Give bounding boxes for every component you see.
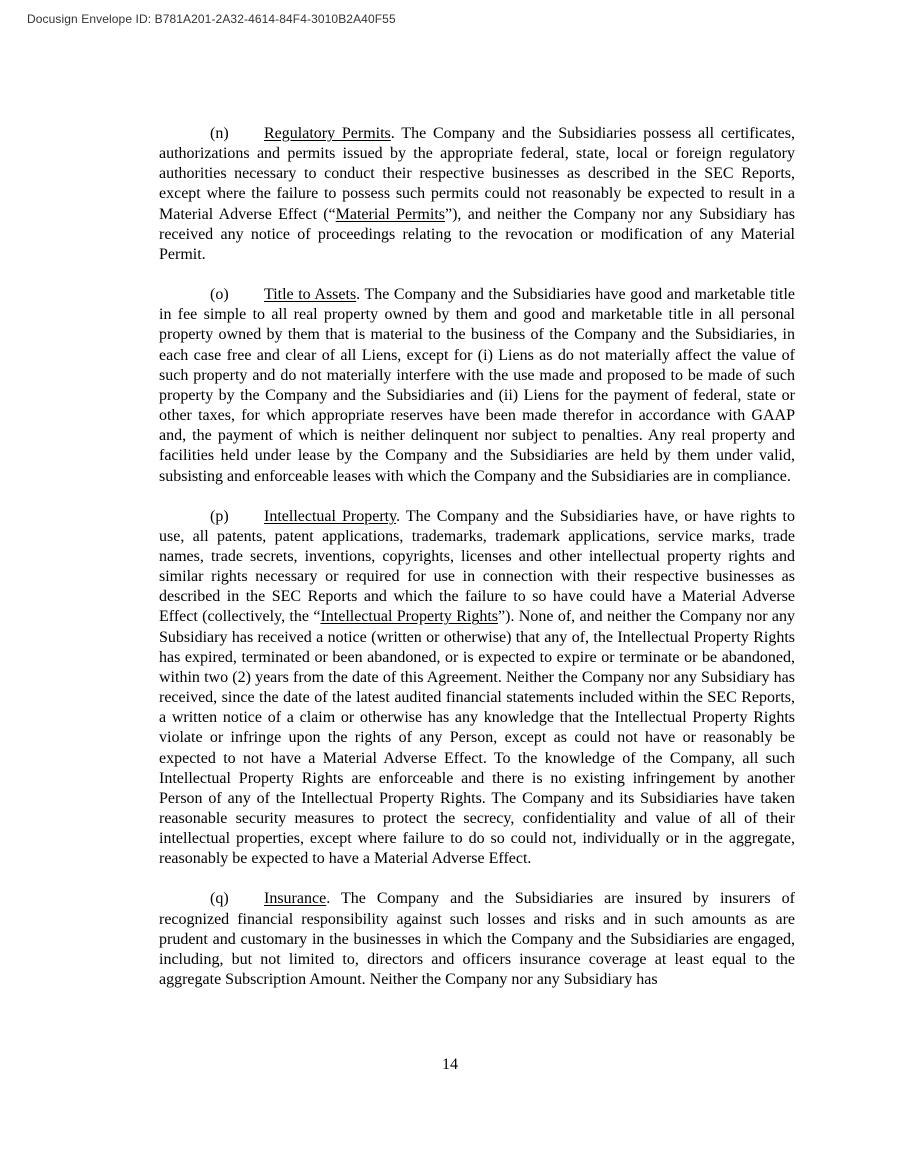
section-o-title-to-assets — [159, 285, 795, 487]
section-heading: Regulatory Permits — [264, 125, 391, 142]
section-heading: Intellectual Property — [264, 507, 397, 525]
section-p-intellectual-property — [159, 507, 795, 870]
section-q-insurance — [159, 889, 795, 990]
section-heading: Insurance — [264, 890, 327, 908]
section-marker: (q) — [210, 890, 229, 908]
section-marker: (p) — [210, 507, 229, 525]
section-text: ”), and neither the Company nor any Subsidiary has received any notice of proceedings relating to the revocation or modification of any Material Permit. — [159, 205, 796, 263]
defined-term: Material Permits — [335, 205, 445, 223]
section-marker: (o) — [210, 286, 229, 304]
page-number: 14 — [442, 1056, 458, 1073]
section-marker: (n) — [210, 125, 229, 142]
section-text: . The Company and the Subsidiaries are insured by insurers of recognized financial responsibility against such losses and risks and in such amounts as are prudent and customary in the businesses in which the Company and the Subsidiaries are engaged, including, but not limited to, directors and officers insurance coverage at least equal to the aggregate Subscription Amount. Neither the Company nor any Subsidiary has — [159, 890, 795, 989]
envelope-id: Docusign Envelope ID: B781A201-2A32-4614-84F4-3010B2A40F55 — [27, 12, 396, 26]
document-body — [159, 124, 795, 990]
defined-term: Intellectual Property Rights — [320, 608, 499, 626]
section-text: . The Company and the Subsidiaries have, or have rights to use, all patents, patent applications, trademarks, trademark applications, service marks, trade names, trade secrets, inventions, copyrights, licenses and other intellectual property rights and similar rights necessary or required for use in connection with their respective businesses as described in the SEC Reports and which the failure to so have could have a Material Adverse Effect (collectively, the “ — [159, 507, 796, 626]
section-text: ”). None of, and neither the Company nor any Subsidiary has received a notice (written or otherwise) that any of, the Intellectual Property Rights has expired, terminated or been abandoned, or is expected to expire or terminate or be abandoned, within two (2) years from the date of this Agreement. Neither the Company nor any Subsidiary has received, since the date of the latest audited financial statements included within the SEC Reports, a written notice of a claim or otherwise has any knowledge that the Intellectual Property Rights violate or infringe upon the rights of any Person, except as could not have or reasonably be expected to not have a Material Adverse Effect. To the knowledge of the Company, all such Intellectual Property Rights are enforceable and there is no existing infringement by another Person of any of the Intellectual Property Rights. The Company and its Subsidiaries have taken reasonable security measures to protect the secrecy, confidentiality and value of all of their intellectual properties, except where failure to do so could not, individually or in the aggregate, reasonably be expected to have a Material Adverse Effect. — [159, 608, 796, 868]
section-n-regulatory-permits — [159, 124, 795, 265]
section-text: . The Company and the Subsidiaries possess all certificates, authorizations and permits issued by the appropriate federal, state, local or foreign regulatory authorities necessary to conduct their respective businesses as described in the SEC Reports, except where the failure to possess such permits could not reasonably be expected to result in a Material Adverse Effect (“ — [159, 125, 795, 223]
section-text: . The Company and the Subsidiaries have good and marketable title in fee simple to all real property owned by them and good and marketable title in all personal property owned by them that is material to the business of the Company and the Subsidiaries, in each case free and clear of all Liens, except for (i) Liens as do not materially affect the value of such property and do not materially interfere with the use made and proposed to be made of such property by the Company and the Subsidiaries and (ii) Liens for the payment of federal, state or other taxes, for which appropriate reserves have been made therefor in accordance with GAAP and, the payment of which is neither delinquent nor subject to penalties. Any real property and facilities held under lease by the Company and the Subsidiaries are held by them under valid, subsisting and enforceable leases with which the Company and the Subsidiaries are in compliance. — [159, 286, 795, 485]
section-heading: Title to Assets — [264, 286, 357, 304]
